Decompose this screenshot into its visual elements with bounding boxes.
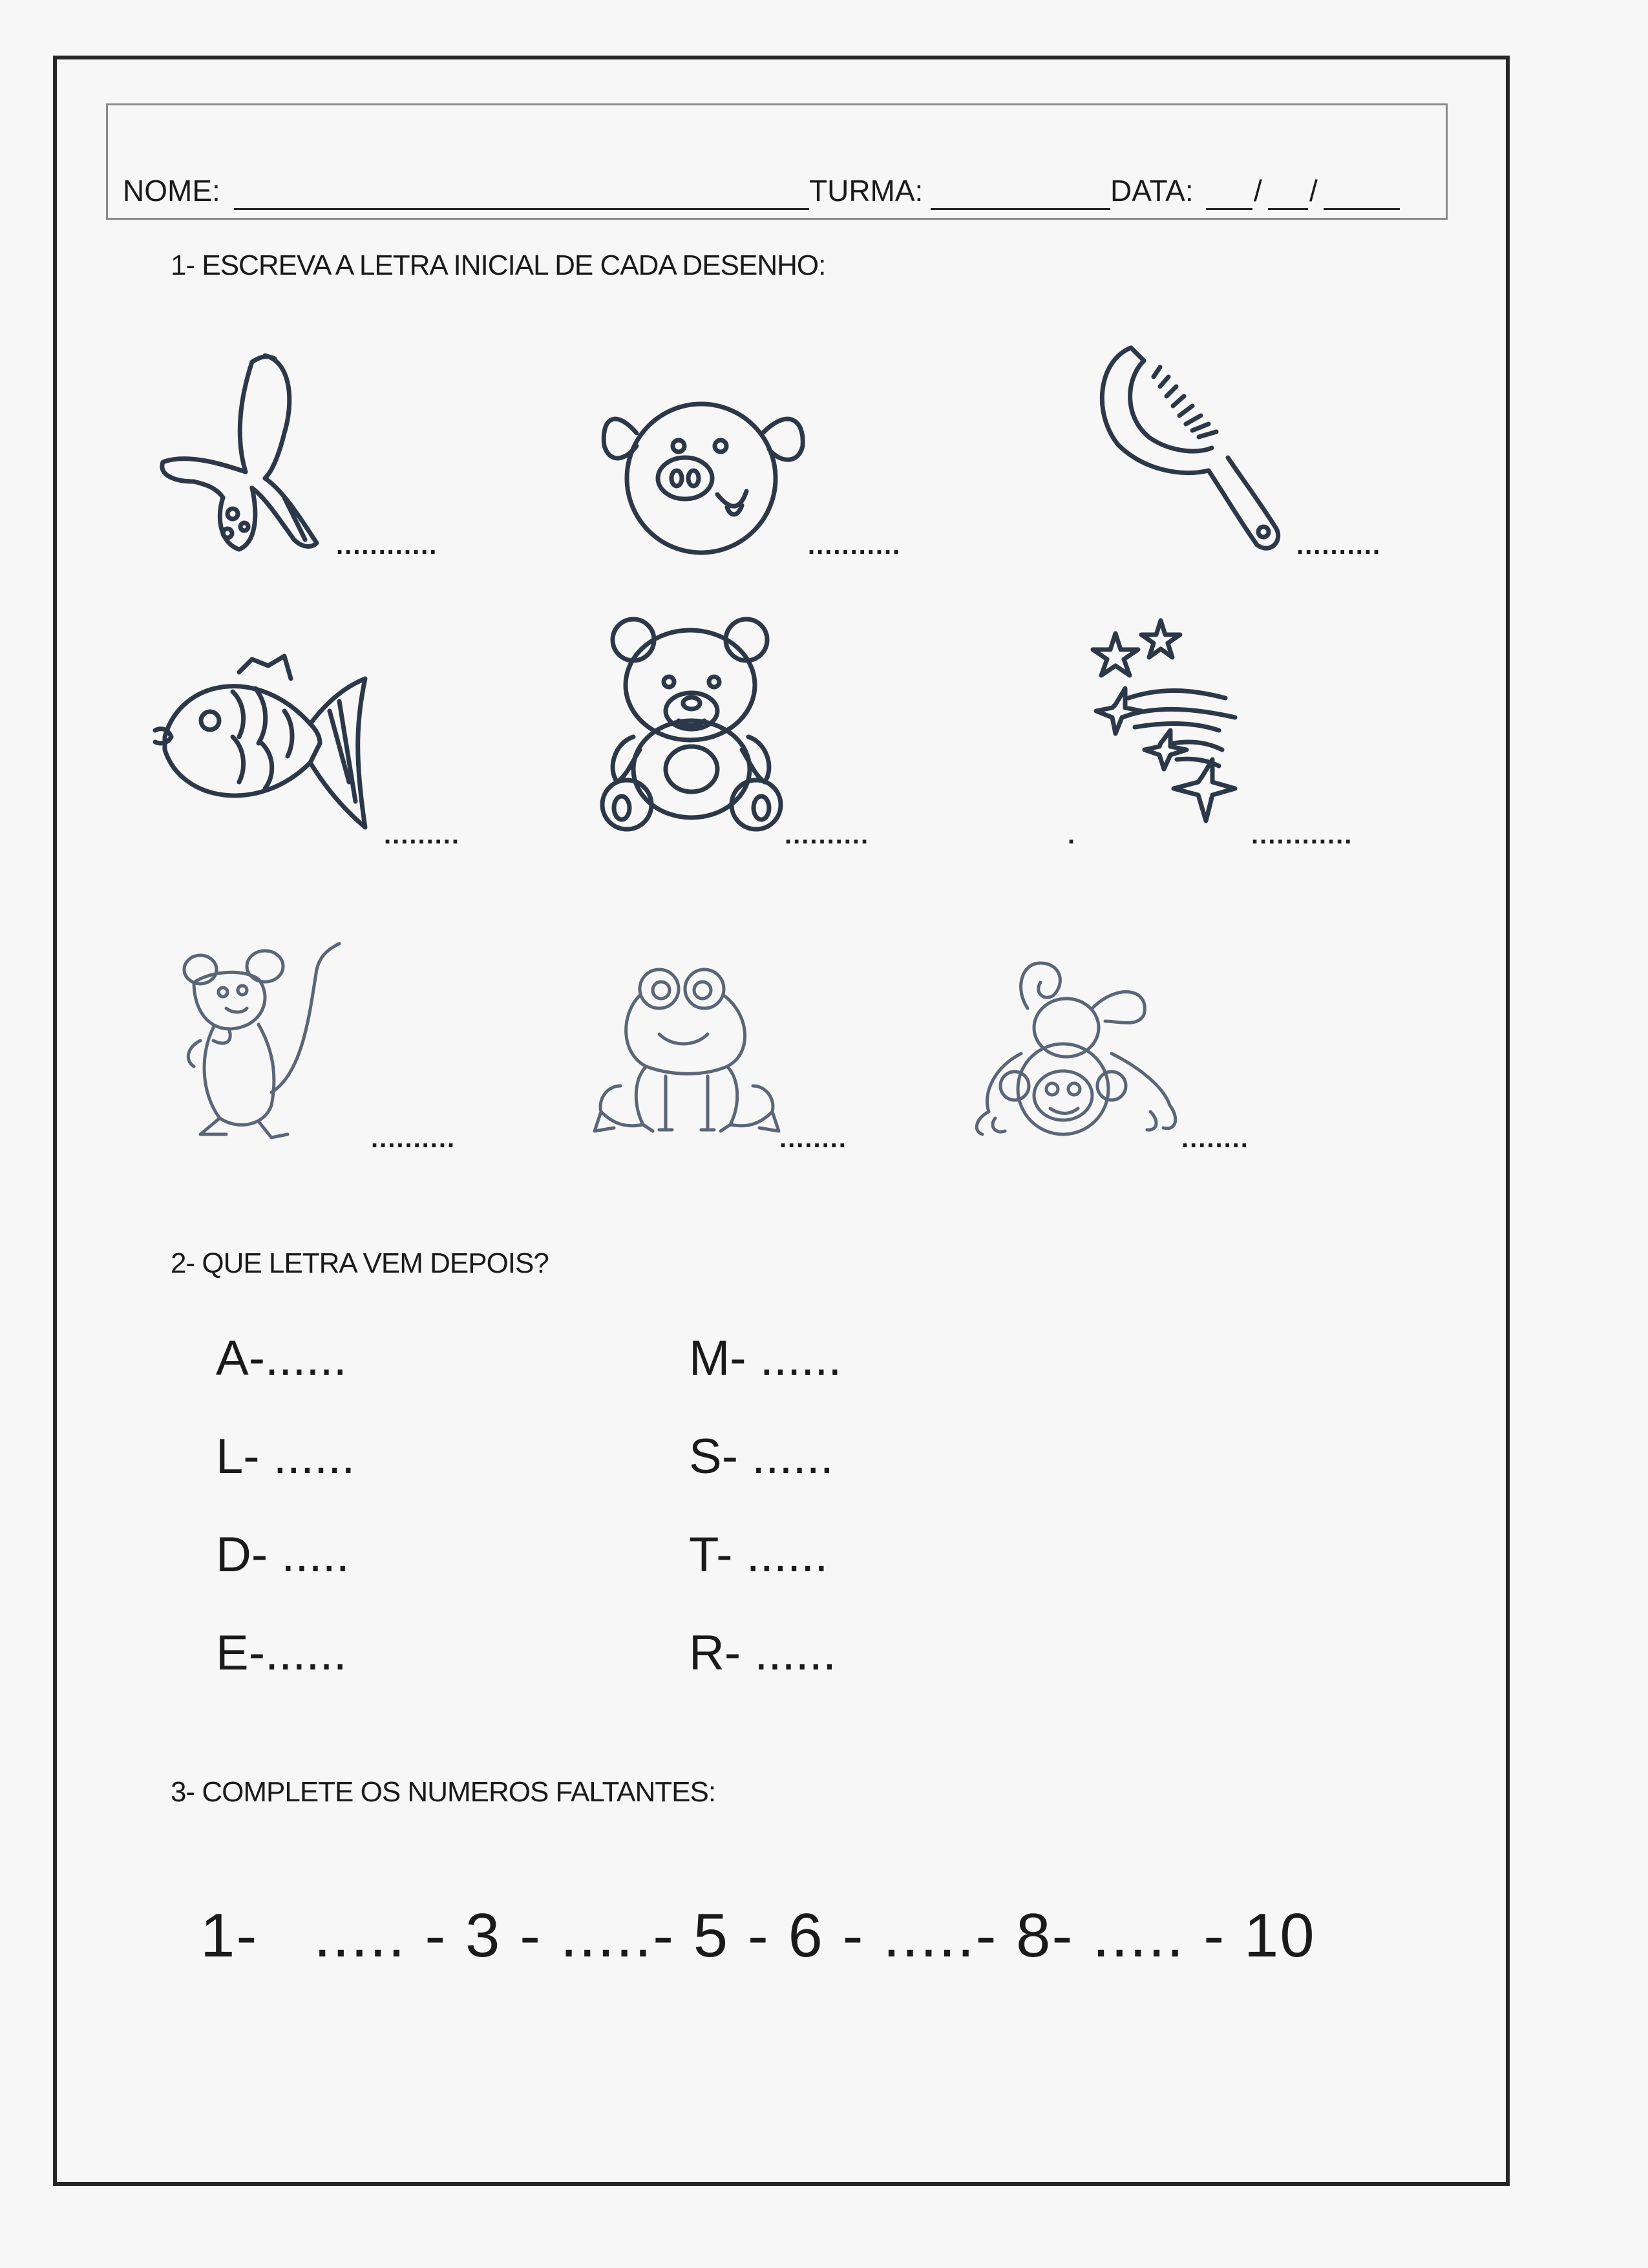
letter-item[interactable]: S- ...... — [689, 1429, 834, 1484]
date-month-field[interactable] — [1268, 208, 1308, 210]
date-slash: / — [1309, 174, 1318, 207]
answer-blank[interactable]: .......... — [1296, 531, 1382, 560]
data-label: DATA: — [1110, 174, 1194, 207]
answer-blank[interactable]: ........ — [1181, 1125, 1249, 1153]
answer-blank[interactable]: ......... — [384, 821, 461, 849]
turma-field[interactable] — [931, 208, 1110, 210]
date-slash: / — [1254, 174, 1262, 207]
stray-dot: . — [1068, 821, 1077, 849]
question-3-title: 3- COMPLETE OS NUMEROS FALTANTES: — [171, 1776, 716, 1808]
letter-item[interactable]: M- ...... — [689, 1331, 842, 1386]
answer-blank[interactable]: .......... — [371, 1125, 456, 1153]
letter-item[interactable]: R- ...... — [689, 1626, 836, 1680]
banana-icon — [155, 349, 330, 556]
answer-blank[interactable]: ............ — [336, 531, 438, 560]
teddy-bear-icon — [601, 614, 782, 834]
nome-label: NOME: — [123, 174, 220, 207]
letter-item[interactable]: E-...... — [216, 1626, 347, 1680]
date-year-field[interactable] — [1324, 208, 1400, 210]
monkey-icon — [969, 957, 1183, 1144]
letter-item[interactable]: L- ...... — [216, 1429, 355, 1484]
letter-item[interactable]: A-...... — [216, 1331, 347, 1386]
number-sequence[interactable]: 1- ..... - 3 - .....- 5 - 6 - .....- 8- ..... - 10 — [200, 1901, 1316, 1970]
answer-blank[interactable]: ........ — [779, 1125, 847, 1153]
letter-item[interactable]: D- ..... — [216, 1527, 350, 1582]
answer-blank[interactable]: ........... — [808, 531, 902, 560]
turma-label: TURMA: — [809, 174, 924, 207]
pig-icon — [601, 381, 808, 556]
frog-icon — [595, 963, 782, 1144]
answer-blank[interactable]: .......... — [785, 821, 870, 849]
header-box — [106, 103, 1448, 220]
date-day-field[interactable] — [1206, 208, 1252, 210]
question-2-title: 2- QUE LETRA VEM DEPOIS? — [171, 1247, 549, 1279]
letter-item[interactable]: T- ...... — [689, 1527, 829, 1582]
stars-icon — [1090, 614, 1245, 834]
fish-icon — [155, 653, 375, 840]
nome-field[interactable] — [234, 208, 809, 210]
answer-blank[interactable]: ............ — [1251, 821, 1353, 849]
comb-icon — [1092, 341, 1286, 555]
mouse-icon — [174, 944, 343, 1144]
question-1-title: 1- ESCREVA A LETRA INICIAL DE CADA DESENHO: — [171, 249, 826, 281]
